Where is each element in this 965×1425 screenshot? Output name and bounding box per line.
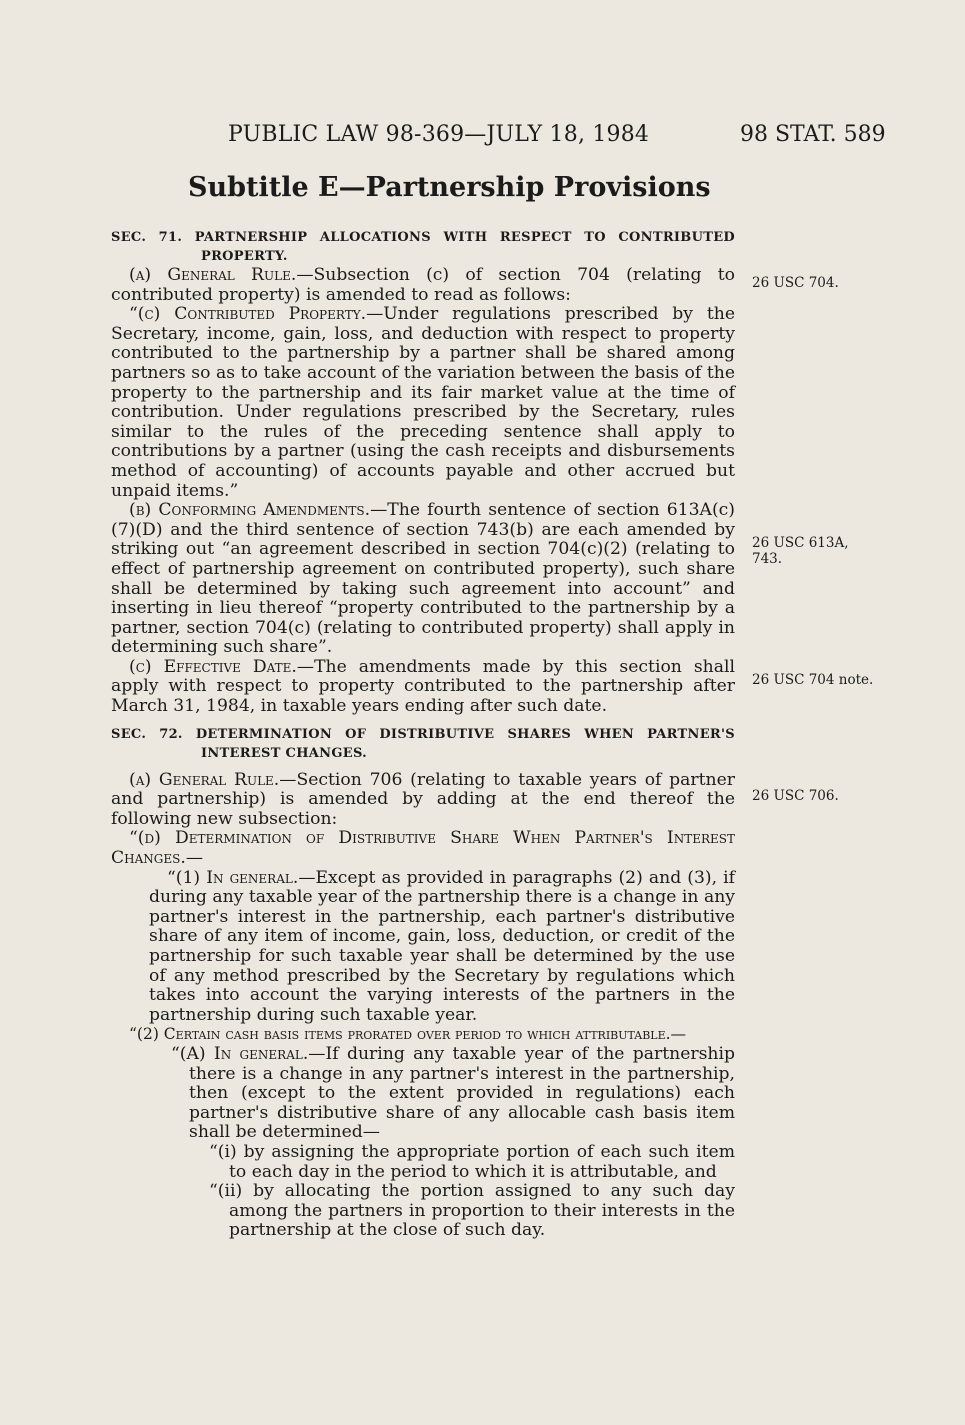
sec71-b-text: —The fourth sentence of section 613A(c)(7)(D) and the third sentence of section 743(b) are each amended by striking out “an agreement described in section 704(c)(2) (relating to effect of partnership agreement on contributed property), such share shall be determined by taking such agreement into account” and inserting in lieu thereof “property contributed to the partnership by a partner, section 704(c) (relating to contributed property) shall apply in determining such share”.	[111, 500, 736, 658]
margin-note-26usc613a: 26 USC 613A,	[752, 535, 849, 551]
sec72-d-text: —	[185, 848, 203, 869]
sec72-a-text: —Section 706 (relating to taxable years of partner and partnership) is amended by adding at the end thereof the following new subsection:	[111, 769, 735, 829]
margin-note-26usc706: 26 USC 706.	[752, 788, 839, 804]
sec71-c-label: “(c) Contributed Property.	[129, 304, 367, 325]
sec72-subsection-a	[111, 771, 735, 830]
sec72-subparagraph-A	[111, 1045, 735, 1143]
sec72-pA-label: “(A) In general.	[171, 1043, 309, 1064]
sec71-a-text: —Subsection (c) of section 704 (relating to contributed property) is amended to read as follows:	[111, 265, 736, 305]
sec71-c-text: —Under regulations prescribed by the Secretary, income, gain, loss, and deduction with respect to property contributed to the partnership by a partner shall be shared among partners so as to take account of the variation between the basis of the property to the partnership and its fair market value at the time of contribution. Under regulations prescribed by the Secretary, rules similar to the rules of the preceding sentence shall apply to contributions by a partner (using the cash receipts and disbursements method of accounting) of accounts payable and other accrued but unpaid items.”	[111, 304, 735, 501]
sec72-p2-text: —	[670, 1025, 687, 1044]
section-71-heading: SEC. 71. PARTNERSHIP ALLOCATIONS WITH RESPECT TO CONTRIBUTED PROPERTY.	[111, 230, 735, 264]
sec72-clause-ii: “(ii) by allocating the portion assigned to any such day among the partners in proportion to their interests in the partnership at the close of such day.	[209, 1181, 735, 1241]
margin-note-26usc704: 26 USC 704.	[752, 275, 839, 291]
sec71-ce-label: (c) Effective Date.	[129, 656, 297, 677]
sec71-a-label: (a) General Rule.	[129, 265, 297, 285]
section-72-heading: SEC. 72. DETERMINATION OF DISTRIBUTIVE SHARES WHEN PARTNER'S INTEREST CHANGES.	[111, 726, 735, 761]
sec71-subsection-effective-date	[111, 658, 735, 717]
running-header-law: PUBLIC LAW 98-369—JULY 18, 1984	[228, 122, 650, 147]
sec71-subsection-b	[111, 501, 735, 658]
sec72-pA-text: —If during any taxable year of the partnership there is a change in any partner's interest in the partnership, then (except to the extent provided in regulations) each partner's distributive share of any allocable cash basis item shall be determined—	[189, 1043, 735, 1143]
sec71-subsection-c-quoted	[111, 305, 735, 501]
sec72-p1-text: —Except as provided in paragraphs (2) and (3), if during any taxable year of the partnership there is a change in any partner's interest in the partnership, each partner's distributive share of any item of income, gain, loss, deduction, or credit of the partnership for such taxable year shall be determined by the use of any method prescribed by the Secretary by regulations which takes into account the varying interests of the partners in the partnership during such taxable year.	[149, 867, 736, 1025]
running-header-stat: 98 STAT. 589	[740, 122, 886, 147]
margin-note-26usc704-note: 26 USC 704 note.	[752, 672, 874, 688]
sec72-a-label: (a) General Rule.	[129, 769, 280, 790]
sec72-paragraph-2	[111, 1025, 735, 1045]
sec72-paragraph-1	[111, 869, 735, 1026]
sec72-p1-label: “(1) In general.	[167, 867, 299, 888]
sec71-b-label: (b) Conforming Amendments.	[129, 500, 371, 521]
sec71-ce-text: —The amendments made by this section shall apply with respect to property contributed to the partnership after March 31, 1984, in taxable years ending after such date.	[111, 656, 735, 717]
sec72-p2-label: “(2) Certain cash basis items prorated over period to which attributable.	[129, 1025, 671, 1044]
margin-note-743: 743.	[752, 551, 783, 567]
document-body	[111, 228, 735, 1241]
sec71-subsection-a	[111, 266, 735, 305]
sec72-clause-i: “(i) by assigning the appropriate portion of each such item to each day in the period to which it is attributable, and	[209, 1141, 735, 1182]
sec72-subsection-d	[111, 829, 735, 868]
sec72-d-label: “(d) Determination of Distributive Share When Partner's Interest Changes.	[111, 828, 735, 869]
subtitle-heading: Subtitle E—Partnership Provisions	[188, 172, 711, 203]
